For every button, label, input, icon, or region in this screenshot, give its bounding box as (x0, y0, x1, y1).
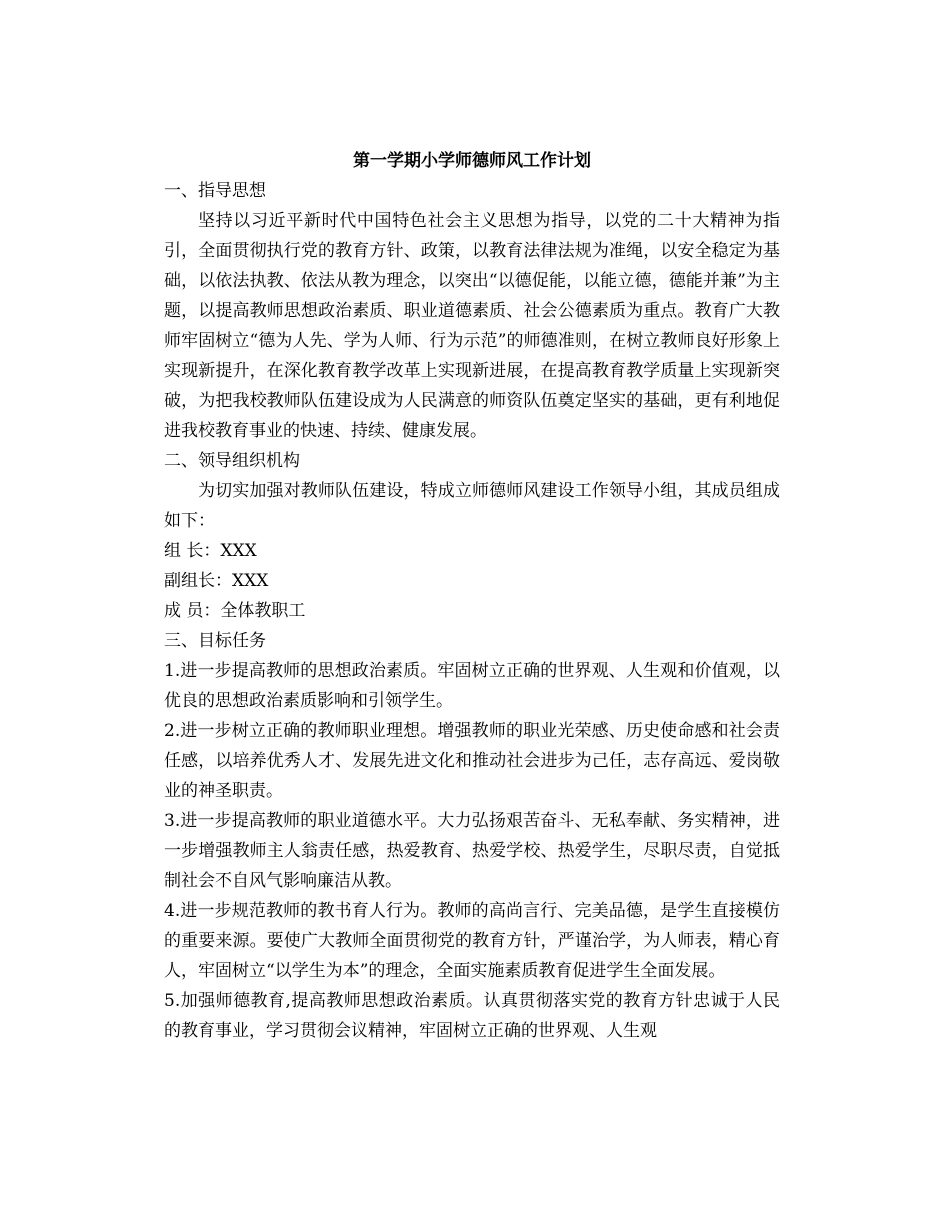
paragraph-guiding-thought: 坚持以习近平新时代中国特色社会主义思想为指导，以党的二十大精神为指引，全面贯彻执行党的教育方针、政策，以教育法律法规为准绳，以安全稳定为基础，以依法执教、依法从教为理念，以突出“以德促能，以能立德，德能并兼”为主题，以提高教师思想政治素质、职业道德素质、社会公德素质为重点。教育广大教师牢固树立“德为人先、学为人师、行为示范”的师德准则，在树立教师良好形象上实现新提升，在深化教育教学改革上实现新进展，在提高教育教学质量上实现新突破，为把我校教师队伍建设成为人民满意的师资队伍奠定坚实的基础，更有利地促进我校教育事业的快速、持续、健康发展。 (164, 211, 780, 441)
document-body (164, 146, 780, 1046)
section-heading-guiding-thought: 一、指导思想 (164, 181, 266, 201)
members-line: 成 员：全体教职工 (164, 601, 306, 621)
goal-item-3: 3.进一步提高教师的职业道德水平。大力弘扬艰苦奋斗、无私奉献、务实精神，进一步增强教师主人翁责任感，热爱教育、热爱学校、热爱学生，尽职尽责，自觉抵制社会不自风气影响廉洁从教。 (164, 811, 780, 891)
paragraph-leadership: 为切实加强对教师队伍建设，特成立师德师风建设工作领导小组，其成员组成如下： (164, 481, 780, 531)
deputy-leader-line: 副组长：XXX (164, 571, 269, 591)
goal-item-5: 5.加强师德教育,提高教师思想政治素质。认真贯彻落实党的教育方针忠诚于人民的教育事业，学习贯彻会议精神，牢固树立正确的世界观、人生观 (164, 991, 780, 1041)
goal-item-2: 2.进一步树立正确的教师职业理想。增强教师的职业光荣感、历史使命感和社会责任感，以培养优秀人才、发展先进文化和推动社会进步为己任，志存高远、爱岗敬业的神圣职责。 (164, 721, 780, 801)
leader-line: 组 长：XXX (164, 541, 257, 561)
section-heading-leadership: 二、领导组织机构 (164, 451, 300, 471)
section-heading-goals: 三、目标任务 (164, 631, 266, 651)
goal-item-4: 4.进一步规范教师的教书育人行为。教师的高尚言行、完美品德，是学生直接模仿的重要来源。要使广大教师全面贯彻党的教育方针，严谨治学，为人师表，精心育人，牢固树立“以学生为本”的理念，全面实施素质教育促进学生全面发展。 (164, 901, 780, 981)
goal-item-1: 1.进一步提高教师的思想政治素质。牢固树立正确的世界观、人生观和价值观，以优良的思想政治素质影响和引领学生。 (164, 661, 780, 711)
document-title: 第一学期小学师德师风工作计划 (353, 151, 591, 171)
